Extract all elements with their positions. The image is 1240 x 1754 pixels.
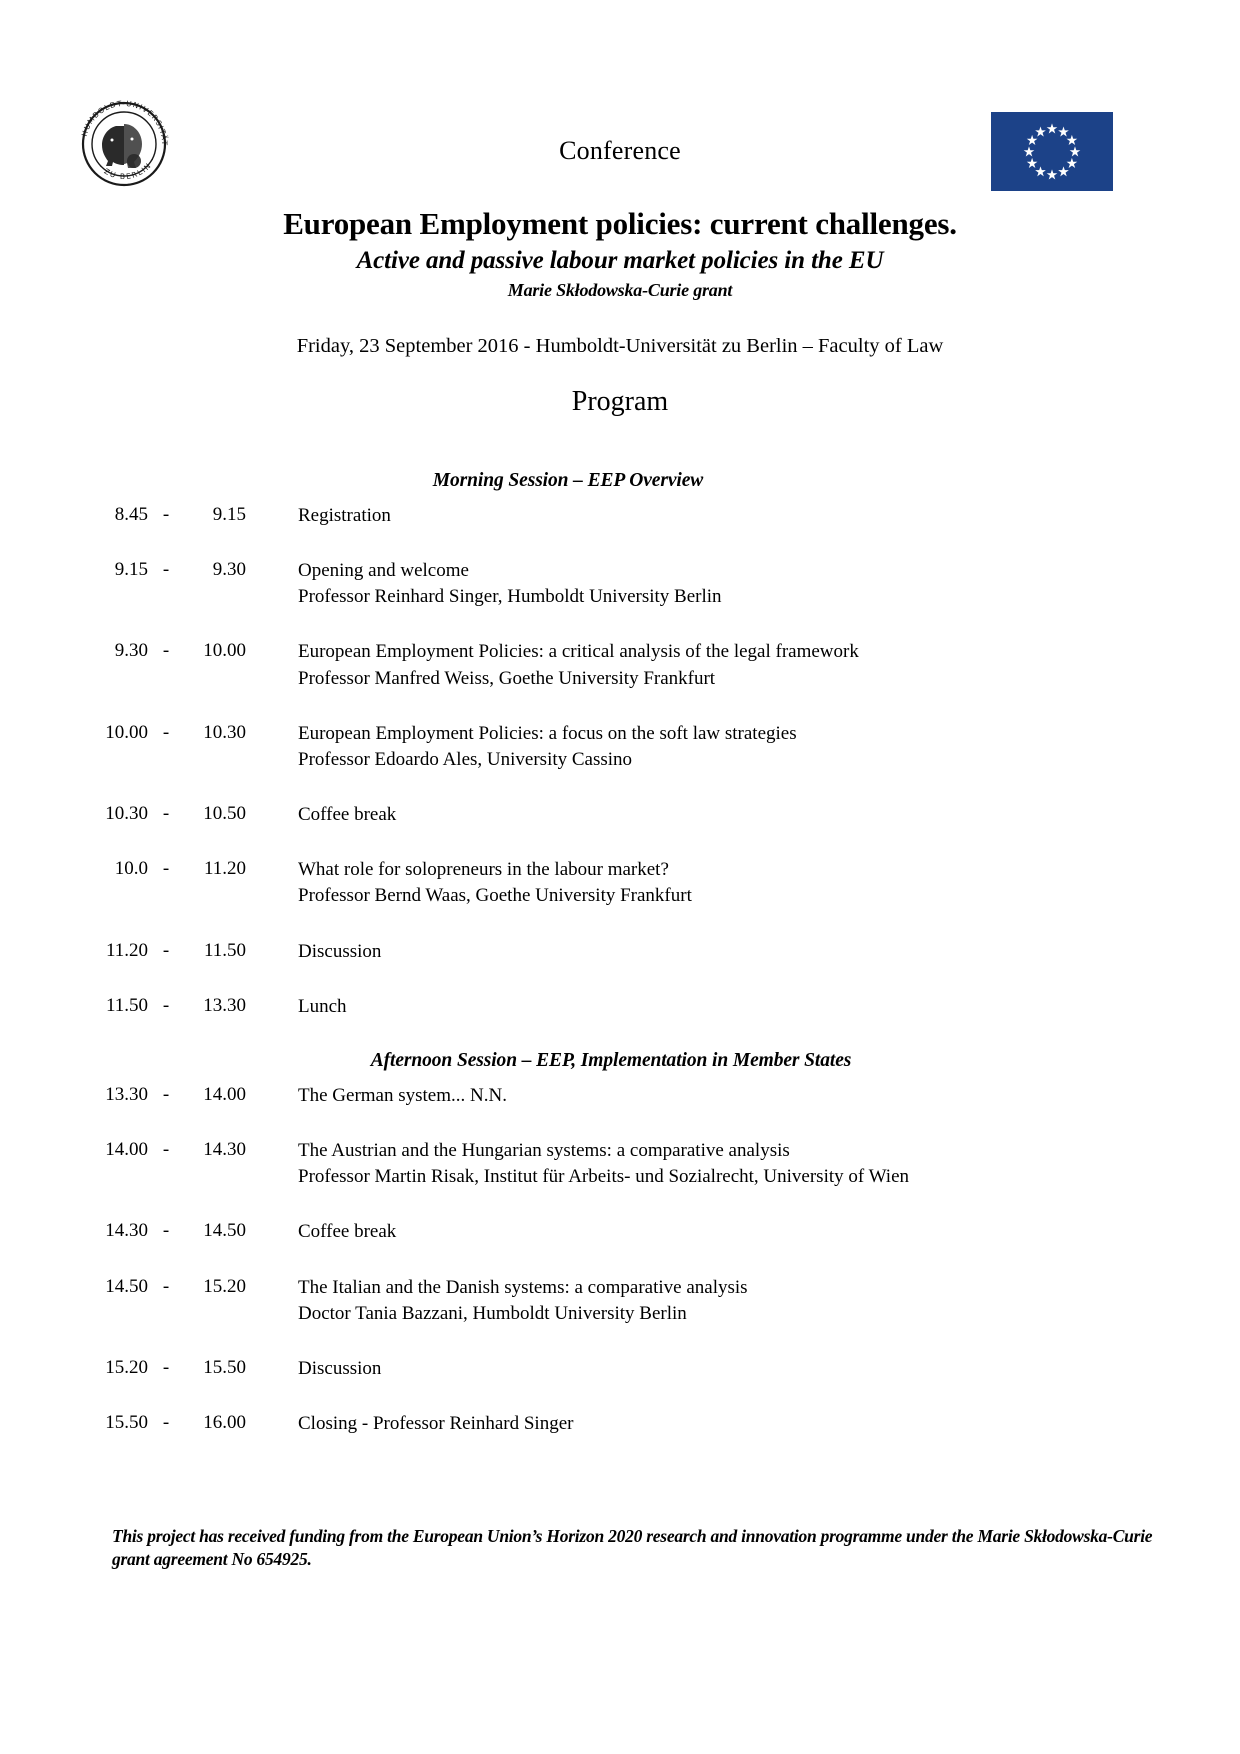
entry-speaker: Professor Reinhard Singer, Humboldt University Berlin [298,586,722,608]
time-end: 15.20 [203,1275,246,1297]
entry-title: Opening and welcome [298,560,469,581]
time-start: 9.15 [114,559,148,580]
time-end: 15.50 [203,1356,246,1378]
time-end: 11.50 [203,939,246,961]
entry-title: The Italian and the Danish systems: a comparative analysis [298,1276,748,1298]
time-end: 11.20 [203,858,246,880]
time-start: 8.45 [114,503,148,525]
time-dash: - [162,640,170,662]
time-dash: - [162,1275,170,1297]
title-block [0,206,1240,301]
svg-text:HUMBOLDT-UNIVERSITÄT: HUMBOLDT-UNIVERSITÄT [79,98,170,147]
entry-title: Discussion [298,1357,382,1379]
funding-acknowledgement: This project has received funding from the European Union’s Horizon 2020 research and innovation programme under the Marie Skłodowska-Curie grant agreement No 654925. [112,1526,1153,1570]
entry-speaker: Professor Manfred Weiss, Goethe University Frankfurt [298,667,716,689]
entry-title: The German system... N.N. [298,1084,507,1106]
entry [246,1139,1240,1188]
schedule-row [0,640,1240,689]
grant-line: Marie Skłodowska-Curie grant [507,279,733,300]
entry [246,940,1240,963]
time-start: 14.30 [105,1220,148,1242]
time-start: 15.50 [105,1412,148,1434]
time-end: 14.50 [203,1220,246,1242]
schedule-row [0,1139,1240,1188]
time-start: 11.20 [105,939,148,961]
time-dash: - [162,858,170,880]
time-start: 14.00 [105,1139,148,1161]
time-dash: - [162,1356,170,1378]
entry-title: Closing - Professor Reinhard Singer [298,1413,574,1435]
entry [246,640,1240,689]
session-header-afternoon: Afternoon Session – EEP, Implementation in Member States [370,1049,852,1071]
time-end: 13.30 [203,994,246,1016]
session-afternoon [0,1050,1240,1435]
session-afternoon-rows [0,1084,1240,1435]
conference-label: Conference [559,136,681,165]
session-header-morning: Morning Session – EEP Overview [432,469,704,491]
entry [246,803,1240,826]
schedule-row [0,803,1240,826]
entry [246,995,1240,1018]
schedule-row [0,1276,1240,1325]
entry [246,722,1240,771]
entry [246,858,1240,907]
svg-text:· ZU BERLIN ·: · ZU BERLIN · [96,155,158,182]
session-morning-rows [0,504,1240,1018]
time-end: 9.15 [212,503,246,525]
time-start: 10.00 [105,721,148,743]
entry [246,1084,1240,1107]
schedule-row [0,722,1240,771]
time-end: 10.50 [203,803,246,825]
time-dash: - [162,1083,170,1105]
schedule-row [0,1357,1240,1380]
time-dash: - [162,1412,170,1434]
entry-title: What role for solopreneurs in the labour market? [298,859,669,881]
entry-title: Discussion [298,940,382,962]
entry-title: Coffee break [298,804,397,826]
program-schedule [0,470,1240,1435]
time-start: 11.50 [105,994,148,1016]
time-dash: - [162,1220,170,1242]
schedule-row [0,858,1240,907]
schedule-row [0,1084,1240,1107]
time-dash: - [162,503,170,525]
time-start: 10.0 [114,858,148,880]
time-end: 14.00 [203,1083,246,1105]
time-dash: - [162,994,170,1016]
entry-title: Coffee break [298,1221,397,1243]
entry-title: European Employment Policies: a critical analysis of the legal framework [298,641,859,663]
schedule-row [0,504,1240,527]
time-start: 13.30 [105,1083,148,1105]
schedule-row [0,940,1240,963]
time-end: 9.30 [212,559,246,580]
time-start: 9.30 [114,640,148,662]
entry-title: Registration [298,504,391,526]
time-end: 10.00 [203,640,246,662]
entry-speaker: Professor Bernd Waas, Goethe University Frankfurt [298,885,692,907]
page-subtitle: Active and passive labour market policies in the EU [356,246,884,274]
time-end: 16.00 [203,1412,246,1434]
page-title: European Employment policies: current challenges. [283,206,957,241]
program-heading: Program [571,385,669,417]
entry-title: European Employment Policies: a focus on the soft law strategies [298,722,797,744]
time-dash: - [162,721,170,743]
entry [246,1357,1240,1380]
time-dash: - [162,1139,170,1161]
entry-speaker: Professor Edoardo Ales, University Cassino [298,748,633,770]
entry [246,1276,1240,1325]
time-dash: - [162,559,170,580]
entry-title: Lunch [298,995,347,1017]
entry [246,559,1240,608]
page-header [0,0,1240,200]
schedule-row [0,1220,1240,1243]
time-end: 14.30 [203,1139,246,1161]
time-dash: - [162,803,170,825]
time-end: 10.30 [203,721,246,743]
date-venue-line: Friday, 23 September 2016 - Humboldt-Universität zu Berlin – Faculty of Law [296,334,944,357]
schedule-row [0,995,1240,1018]
schedule-row [0,1412,1240,1435]
session-morning [0,470,1240,1018]
entry-speaker: Doctor Tania Bazzani, Humboldt University Berlin [298,1302,687,1324]
entry [246,504,1240,527]
time-start: 15.20 [105,1356,148,1378]
time-start: 10.30 [105,803,148,825]
entry [246,1220,1240,1243]
entry-speaker: Professor Martin Risak, Institut für Arbeits- und Sozialrecht, University of Wien [298,1166,910,1188]
entry-title: The Austrian and the Hungarian systems: a comparative analysis [298,1140,790,1162]
time-dash: - [162,939,170,961]
time-start: 14.50 [105,1275,148,1297]
schedule-row [0,559,1240,608]
entry [246,1412,1240,1435]
